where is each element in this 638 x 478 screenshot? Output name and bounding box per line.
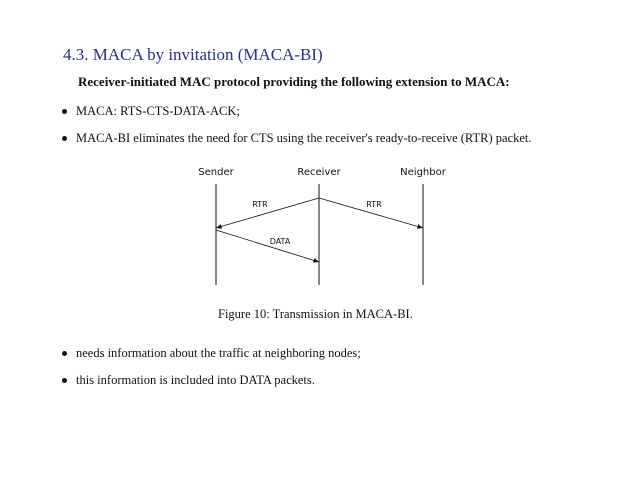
bullet-text: MACA: RTS-CTS-DATA-ACK; [76, 104, 240, 118]
message-label-rtr-left: RTR [252, 200, 268, 209]
section-heading: 4.3. MACA by invitation (MACA-BI) [63, 45, 323, 64]
bullet-icon [62, 351, 67, 356]
bullet-icon [62, 378, 67, 383]
bullet-text: MACA-BI eliminates the need for CTS using the receiver's ready-to-receive (RTR) packet. [76, 131, 532, 145]
intro-text: Receiver-initiated MAC protocol providing the following extension to MACA: [78, 74, 510, 89]
bullet-text: this information is included into DATA packets. [76, 373, 315, 387]
node-label-sender: Sender [198, 167, 234, 178]
bullet-text: needs information about the traffic at neighboring nodes; [76, 346, 361, 360]
node-label-receiver: Receiver [297, 167, 341, 178]
node-label-neighbor: Neighbor [400, 167, 446, 178]
bullet-item-traffic-info [62, 346, 361, 361]
figure-caption: Figure 10: Transmission in MACA-BI. [218, 307, 413, 321]
bullet-item-data-packets [62, 373, 315, 388]
message-data-to-receiver [216, 230, 319, 262]
message-label-rtr-right: RTR [366, 200, 382, 209]
message-label-data: DATA [269, 237, 291, 246]
